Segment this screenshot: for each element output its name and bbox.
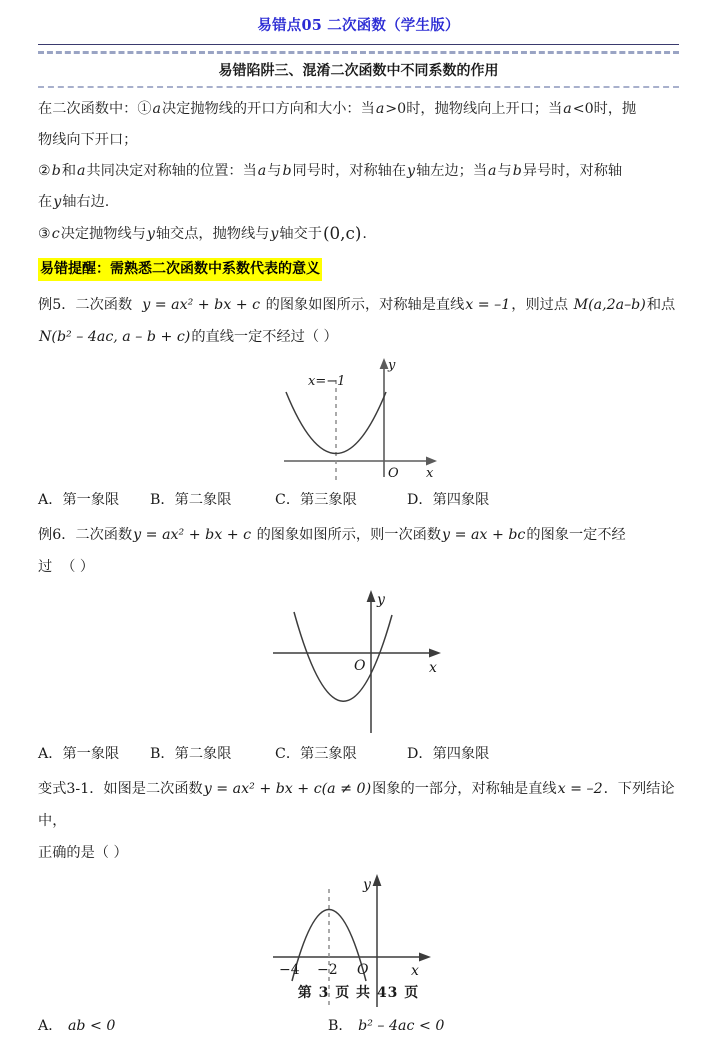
point1-mid: 决定抛物线的开口方向和大小：当 — [161, 101, 375, 117]
x-axis-label-3: x — [410, 962, 419, 979]
point2-line2-var-y: y — [53, 194, 62, 210]
concept-point-1 — [38, 94, 679, 125]
x-axis-arrow-1 — [426, 456, 437, 465]
option-b-text: 第二象限 — [174, 745, 232, 762]
example5-text3: 和点 — [646, 296, 676, 313]
y-axis-label-2: y — [376, 591, 385, 608]
x-tick-label-minus4: −4 — [278, 961, 300, 978]
example6-label: 例6．二次函数 — [38, 526, 133, 543]
origin-label-3: O — [356, 961, 368, 978]
point2-text4: 异号时，对称轴 — [522, 163, 623, 179]
option-a-text: 第一象限 — [62, 745, 120, 762]
example5-option-c[interactable] — [275, 487, 407, 513]
point3-text2: 轴交点，抛物线与 — [155, 225, 270, 242]
example5-text1: 的图象如图所示，对称轴是直线 — [265, 296, 465, 313]
point2-var-b2: b — [282, 163, 292, 179]
variant31-text2: ．下列结论中， — [38, 780, 675, 829]
section-heading: 易错陷阱三、混淆二次函数中不同系数的作用 — [218, 63, 499, 79]
option-d-letter: D． — [407, 491, 433, 508]
variant31-option-a[interactable] — [38, 1018, 116, 1034]
point1-var-a: a — [152, 101, 161, 117]
point2-yu2: 与 — [497, 163, 512, 179]
point2-var-a: a — [77, 163, 86, 179]
point2-var-a3: a — [488, 163, 497, 179]
option-b-text: 第二象限 — [174, 491, 232, 508]
x-axis-label-2: x — [428, 659, 437, 676]
point1-gt: >0 — [385, 101, 407, 117]
point2-line2-post: 轴右边. — [62, 194, 110, 210]
point1-lt: <0 — [572, 101, 594, 117]
origin-label-2: O — [353, 657, 365, 674]
point2-prefix: ② — [38, 163, 51, 179]
example5-axis-equation: x = –1 — [465, 296, 511, 313]
option-a-text: ab < 0 — [67, 1017, 116, 1034]
example5-figure — [38, 355, 679, 487]
concept-point-2 — [38, 156, 679, 187]
example5-equation: y = ax² + bx + c — [142, 296, 261, 313]
y-axis-arrow-3 — [372, 874, 381, 886]
example6-option-a[interactable] — [38, 741, 150, 767]
point1-text2: 时，抛 — [593, 101, 637, 117]
option-d-text: 第四象限 — [432, 491, 490, 508]
footer-prefix: 第 — [297, 985, 313, 1001]
origin-label-1: O — [387, 465, 399, 481]
point2-text1: 共同决定对称轴的位置：当 — [86, 163, 257, 179]
option-c-text: 第三象限 — [300, 491, 357, 508]
x-tick-label-minus2: −2 — [316, 961, 338, 978]
variant31-options — [38, 1013, 679, 1039]
option-d-letter: D． — [407, 745, 433, 762]
footer-current-page: 3 — [318, 985, 330, 1001]
example5-option-a[interactable] — [38, 487, 150, 513]
y-axis-arrow-2 — [366, 590, 375, 602]
concept-point-3 — [38, 218, 679, 250]
option-b-text: b² – 4ac < 0 — [358, 1017, 445, 1034]
example6-option-b[interactable] — [150, 741, 275, 767]
option-a-letter: A． — [38, 491, 63, 508]
example5-point-m: M(a,2a–b) — [573, 296, 646, 313]
example5-text4: 的直线一定不经过（ ） — [191, 328, 338, 345]
variant31-question-line2: 正确的是（ ） — [38, 844, 128, 861]
example6-equation2: y = ax + bc — [442, 526, 526, 543]
point2-var-a2: a — [257, 163, 267, 179]
point2-yu: 与 — [267, 163, 282, 179]
point2-text3: 轴左边；当 — [416, 163, 488, 179]
example5-question — [38, 289, 679, 321]
point2-text2: 同号时，对称轴在 — [292, 163, 407, 179]
point2-line2-prefix: 在 — [38, 194, 53, 210]
page-title: 易错点05 二次函数（学生版） — [257, 17, 460, 34]
example5-options — [38, 487, 679, 513]
point1-var-a2: a — [375, 101, 385, 117]
x-axis-arrow-2 — [429, 648, 441, 657]
point3-end: . — [362, 225, 367, 242]
variant31-axis-equation: x = –2 — [557, 780, 603, 797]
example6-text1: 的图象如图所示，则一次函数 — [256, 526, 442, 543]
y-axis-label-1: y — [387, 357, 395, 373]
variant31-question — [38, 773, 679, 837]
point3-prefix: ③ — [38, 225, 51, 242]
option-c-letter: C． — [275, 491, 301, 508]
point3-coordinate: (0,c) — [322, 223, 362, 243]
warning-tip-highlight: 易错提醒：需熟悉二次函数中系数代表的意义 — [38, 258, 322, 281]
tip-row — [38, 250, 679, 283]
variant31-option-b[interactable] — [328, 1013, 445, 1039]
dashed-line-label-1: x=−1 — [307, 373, 345, 389]
point1-var-a3: a — [563, 101, 572, 117]
point3-var-c: c — [51, 225, 60, 242]
option-b-letter: B． — [150, 745, 175, 762]
option-a-letter: A． — [38, 1017, 63, 1034]
example5-label: 例5．二次函数 — [38, 296, 133, 313]
example6-question — [38, 519, 679, 583]
y-axis-label-3: y — [362, 876, 371, 893]
example5-question-line2 — [38, 321, 679, 353]
example5-option-b[interactable] — [150, 487, 275, 513]
option-b-letter: B． — [328, 1017, 353, 1034]
variant31-text1: 图象的一部分，对称轴是直线 — [372, 780, 557, 797]
option-c-letter: C． — [275, 745, 301, 762]
variant31-equation: y = ax² + bx + c(a ≠ 0) — [203, 780, 372, 797]
example6-equation: y = ax² + bx + c — [133, 526, 252, 543]
variant31-label: 变式3-1．如图是二次函数 — [38, 780, 203, 797]
example5-text2: ，则过点 — [511, 296, 569, 313]
point2-var-b3: b — [512, 163, 522, 179]
option-a-text: 第一象限 — [62, 491, 120, 508]
parabola-graph-2 — [259, 585, 459, 737]
footer-suffix: 页 — [404, 985, 420, 1001]
option-c-text: 第三象限 — [300, 745, 357, 762]
example5-option-d[interactable] — [407, 487, 489, 513]
point3-text3: 轴交于 — [279, 225, 322, 242]
point1-text1: 时，抛物线向上开口；当 — [406, 101, 563, 117]
point2-var-y: y — [407, 163, 416, 179]
parabola-graph-1 — [274, 355, 444, 483]
footer-middle: 页 共 — [335, 985, 372, 1001]
example6-option-d[interactable] — [407, 741, 489, 767]
x-axis-label-1: x — [425, 465, 433, 481]
option-a-letter: A． — [38, 745, 63, 762]
point3-var-y: y — [146, 225, 155, 242]
concept-point-2-line2 — [38, 187, 679, 218]
option-b-letter: B． — [150, 491, 175, 508]
option-d-text: 第四象限 — [432, 745, 490, 762]
footer-total-pages: 43 — [376, 985, 399, 1001]
example6-option-c[interactable] — [275, 741, 407, 767]
point3-var-y2: y — [270, 225, 279, 242]
point3-text1: 决定抛物线与 — [60, 225, 146, 242]
example6-text3: （ ） — [61, 558, 95, 575]
parabola-curve-2 — [294, 612, 392, 701]
example6-text2: 的图象一定不经过 — [38, 526, 626, 575]
divider-solid-top — [38, 44, 679, 50]
example6-options — [38, 741, 679, 767]
point2-he: 和 — [61, 163, 77, 179]
page-footer — [0, 982, 717, 1002]
divider-dashed-bottom — [38, 86, 679, 88]
example5-point-n: N(b² – 4ac, a – b + c) — [39, 328, 191, 345]
point2-var-b: b — [51, 163, 61, 179]
x-axis-arrow-3 — [419, 952, 431, 961]
point1-prefix: 在二次函数中：① — [38, 101, 152, 117]
concept-point-1-line2: 物线向下开口； — [38, 132, 138, 148]
example6-figure — [38, 585, 679, 741]
